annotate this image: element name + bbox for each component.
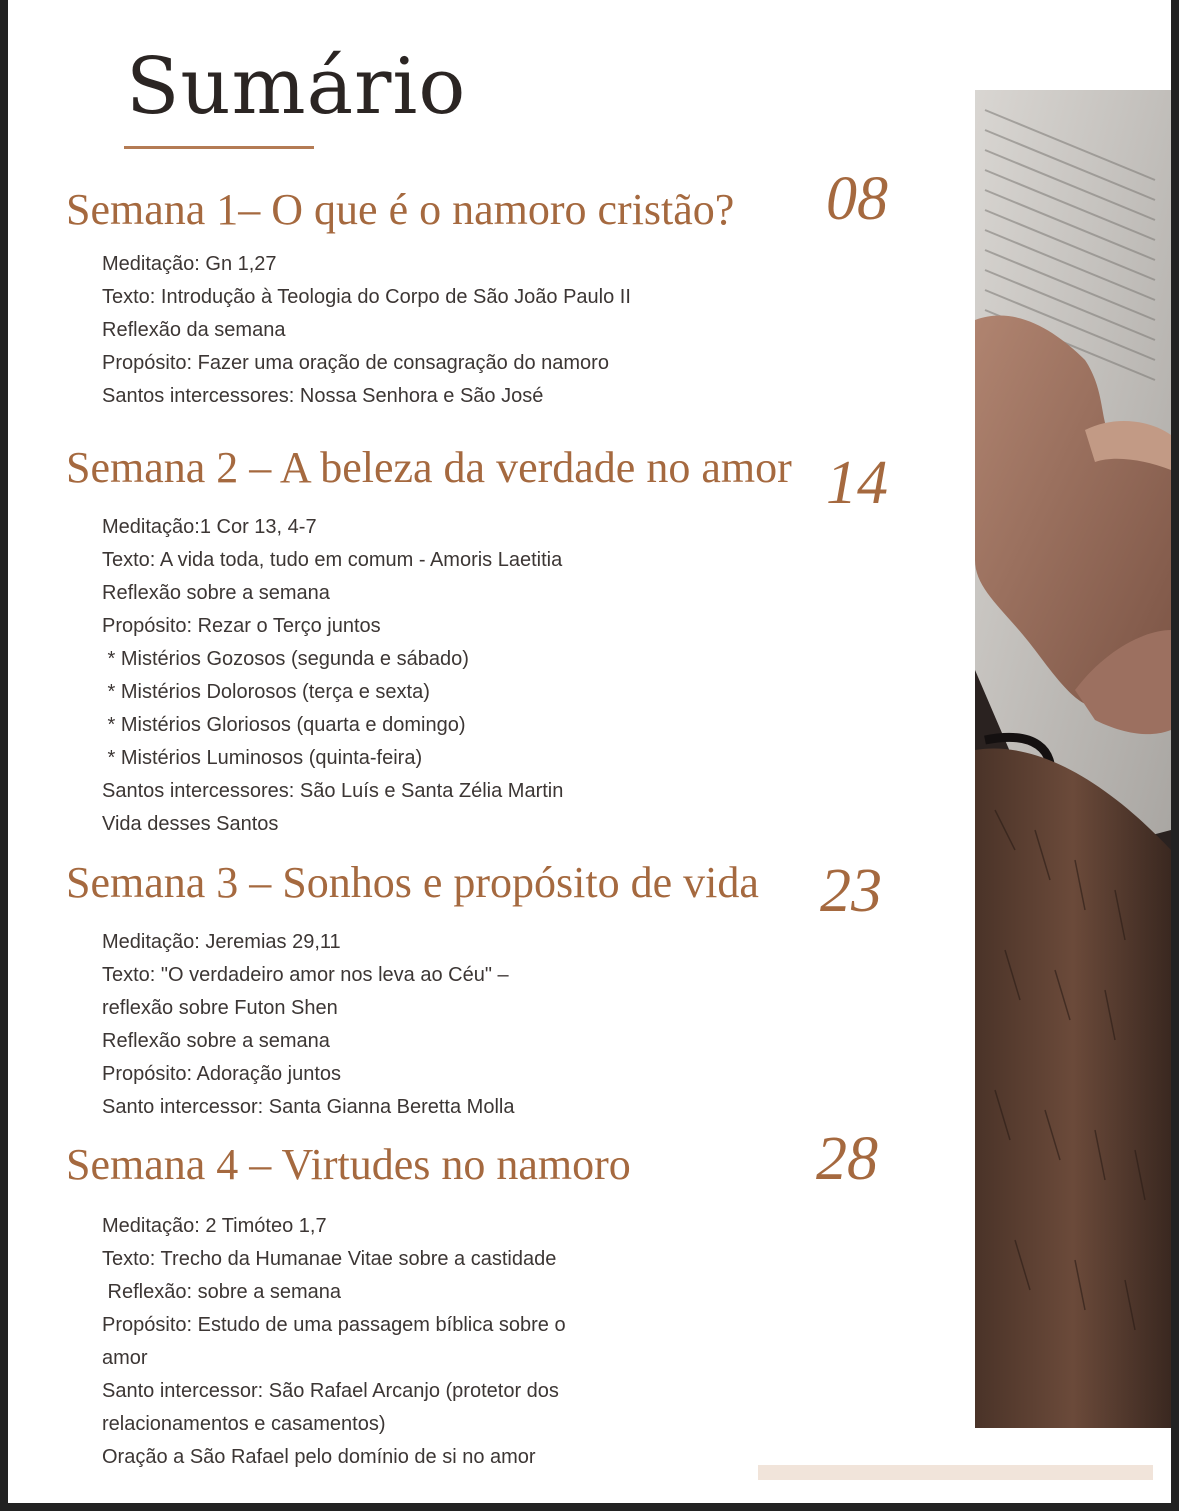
list-item: Meditação: Jeremias 29,11 — [102, 931, 341, 953]
week-items — [102, 1210, 566, 1474]
week-items — [102, 926, 514, 1124]
document-page — [8, 0, 1171, 1503]
list-item: Texto: "O verdadeiro amor nos leva ao Céu" – — [102, 964, 509, 986]
list-item: Santos intercessores: São Luís e Santa Zélia Martin — [102, 780, 564, 802]
list-item: Meditação:1 Cor 13, 4-7 — [102, 516, 317, 538]
title-underline — [124, 146, 314, 149]
list-item: Reflexão sobre a semana — [102, 1030, 330, 1052]
list-item: Propósito: Estudo de uma passagem bíblica sobre o — [102, 1314, 566, 1336]
week-page-number: 23 — [820, 857, 882, 925]
list-item: Meditação: Gn 1,27 — [102, 253, 277, 275]
list-item: Propósito: Rezar o Terço juntos — [102, 615, 381, 637]
list-item: amor — [102, 1347, 148, 1369]
list-item: Meditação: 2 Timóteo 1,7 — [102, 1215, 327, 1237]
week-title: Semana 4 – Virtudes no namoro — [66, 1140, 631, 1189]
list-item: Texto: Introdução à Teologia do Corpo de São João Paulo II — [102, 286, 631, 308]
week-title: Semana 1– O que é o namoro cristão? — [66, 185, 735, 234]
list-item: Vida desses Santos — [102, 813, 279, 835]
decorative-bar — [758, 1465, 1153, 1480]
list-item: reflexão sobre Futon Shen — [102, 997, 338, 1019]
list-item: * Mistérios Luminosos (quinta-feira) — [102, 747, 423, 769]
list-item: * Mistérios Gozosos (segunda e sábado) — [102, 648, 469, 670]
list-item: relacionamentos e casamentos) — [102, 1413, 386, 1435]
list-item: Reflexão: sobre a semana — [102, 1281, 342, 1303]
list-item: Santos intercessores: Nossa Senhora e São José — [102, 385, 544, 407]
list-item: Reflexão sobre a semana — [102, 582, 330, 604]
week-title: Semana 2 – A beleza da verdade no amor — [66, 443, 792, 492]
list-item: * Mistérios Dolorosos (terça e sexta) — [102, 681, 430, 703]
week-page-number: 28 — [816, 1125, 878, 1193]
list-item: Santo intercessor: São Rafael Arcanjo (protetor dos — [102, 1380, 559, 1402]
list-item: Propósito: Fazer uma oração de consagração do namoro — [102, 352, 609, 374]
list-item: Propósito: Adoração juntos — [102, 1063, 342, 1085]
list-item: * Mistérios Gloriosos (quarta e domingo) — [102, 714, 466, 736]
week-page-number: 14 — [826, 449, 888, 517]
list-item: Texto: Trecho da Humanae Vitae sobre a castidade — [102, 1248, 557, 1270]
list-item: Santo intercessor: Santa Gianna Beretta Molla — [102, 1096, 515, 1118]
list-item: Texto: A vida toda, tudo em comum - Amoris Laetitia — [102, 549, 563, 571]
week-title: Semana 3 – Sonhos e propósito de vida — [66, 858, 759, 907]
week-items — [102, 248, 631, 413]
week-items — [102, 511, 563, 841]
photo-illustration — [975, 90, 1171, 1428]
bible-hands-photo — [975, 90, 1171, 1428]
page-title: Sumário — [126, 42, 467, 132]
list-item: Oração a São Rafael pelo domínio de si no amor — [102, 1446, 536, 1468]
list-item: Reflexão da semana — [102, 319, 286, 341]
week-page-number: 08 — [826, 165, 888, 233]
